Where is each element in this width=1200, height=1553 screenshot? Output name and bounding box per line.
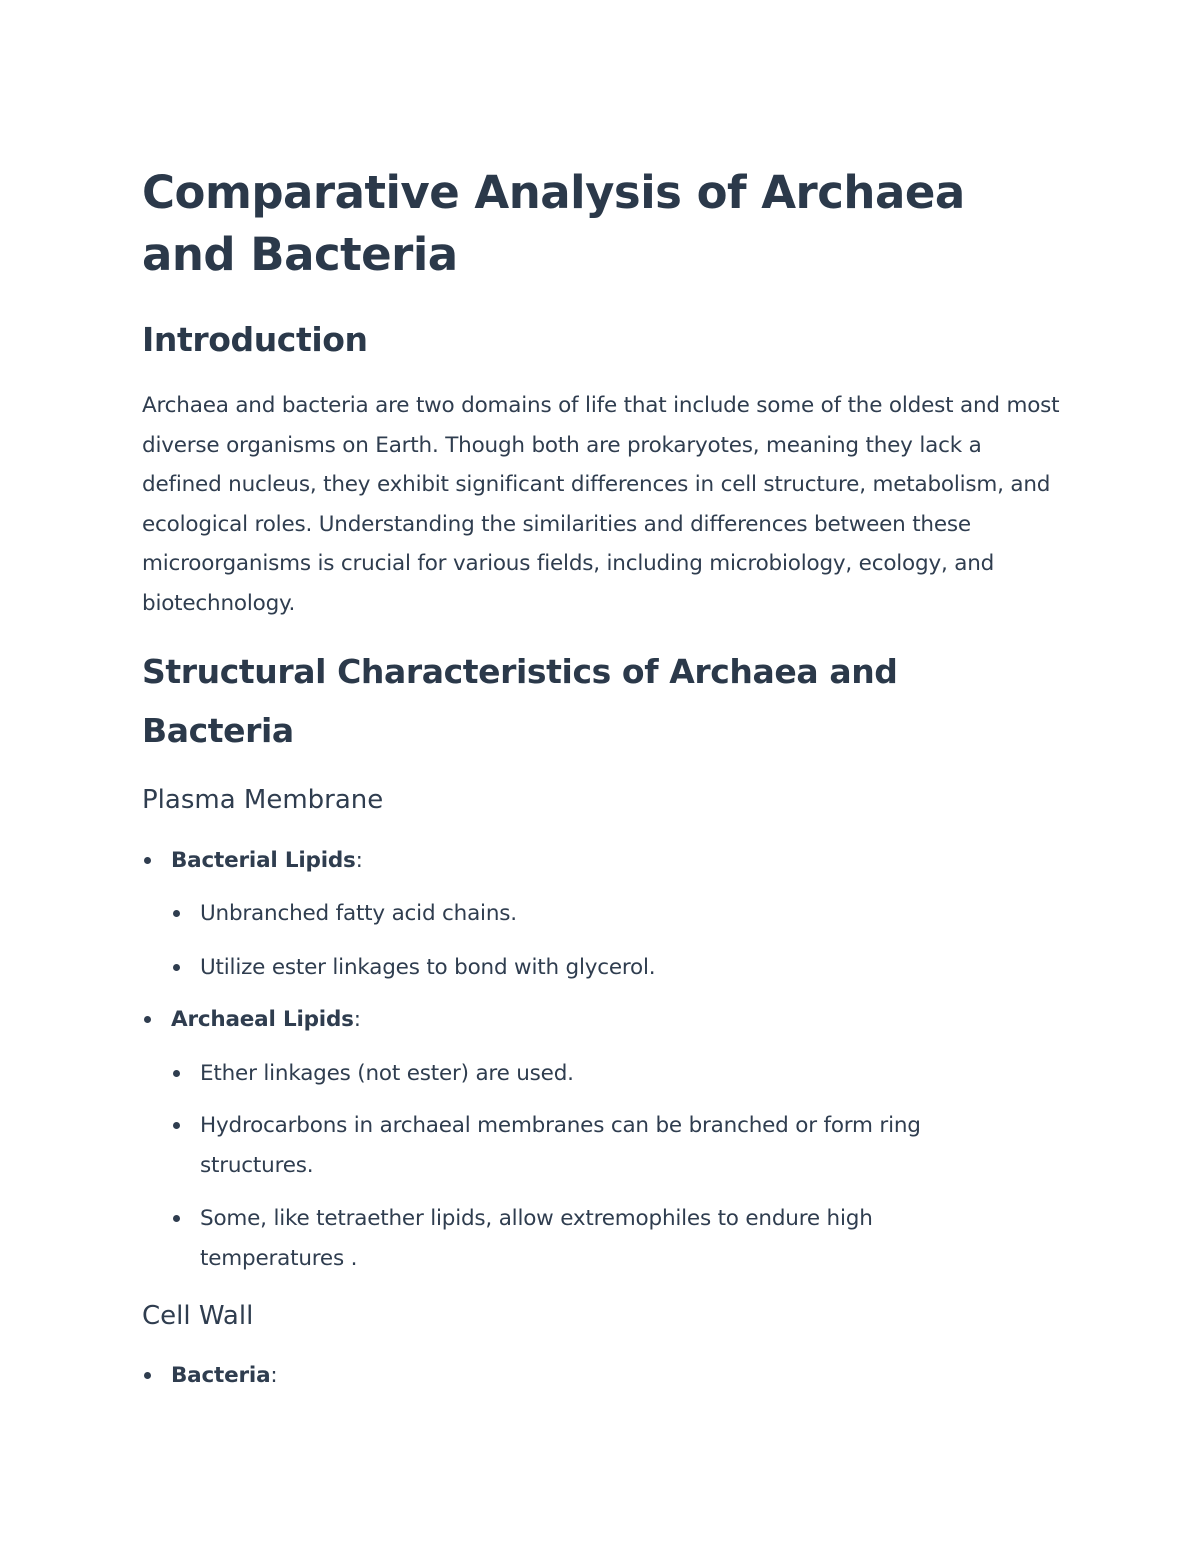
bullet-icon — [173, 1070, 180, 1077]
bacteria-colon: : — [270, 1363, 278, 1388]
list-item: Hydrocarbons in archaeal membranes can be branched or form ring structures. — [200, 1113, 921, 1178]
list-item: Some, like tetraether lipids, allow extremophiles to endure high temperatures . — [200, 1206, 873, 1271]
bullet-icon — [144, 1372, 151, 1379]
bullet-icon — [144, 1016, 151, 1023]
archaeal-lipids-label: Archaeal Lipids — [171, 1007, 354, 1032]
structural-heading: Structural Characteristics of Archaea and Bacteria — [142, 652, 898, 750]
document-title: Comparative Analysis of Archaea and Bacteria — [142, 166, 965, 281]
list-item-bacteria — [171, 1356, 277, 1396]
plasma-membrane-heading: Plasma Membrane — [142, 785, 384, 815]
bullet-icon — [173, 964, 180, 971]
bullet-icon — [173, 1215, 180, 1222]
bacteria-label: Bacteria — [171, 1363, 271, 1388]
introduction-heading: Introduction — [142, 320, 368, 359]
introduction-paragraph: Archaea and bacteria are two domains of life that include some of the oldest and most diverse organisms on Earth. Though both are prokaryotes, meaning they lack a defined nucleus, they exhibit significant differences in cell structure, metabolism, and ecological roles. Understanding the similarities and differences between these microorganisms is crucial for various fields, including microbiology, ecology, and biotechnology. — [142, 393, 1060, 616]
list-item-bacterial-lipids — [171, 841, 363, 881]
bacterial-lipids-label: Bacterial Lipids — [171, 848, 356, 873]
bullet-icon — [173, 1122, 180, 1129]
archaeal-lipids-colon: : — [353, 1007, 361, 1032]
list-item: Ether linkages (not ester) are used. — [200, 1061, 574, 1086]
bacterial-lipids-colon: : — [355, 848, 363, 873]
bullet-icon — [144, 857, 151, 864]
cell-wall-heading: Cell Wall — [142, 1301, 254, 1331]
list-item: Utilize ester linkages to bond with glycerol. — [200, 955, 656, 980]
list-item: Unbranched fatty acid chains. — [200, 901, 517, 926]
list-item-archaeal-lipids — [171, 1000, 361, 1040]
bullet-icon — [173, 910, 180, 917]
